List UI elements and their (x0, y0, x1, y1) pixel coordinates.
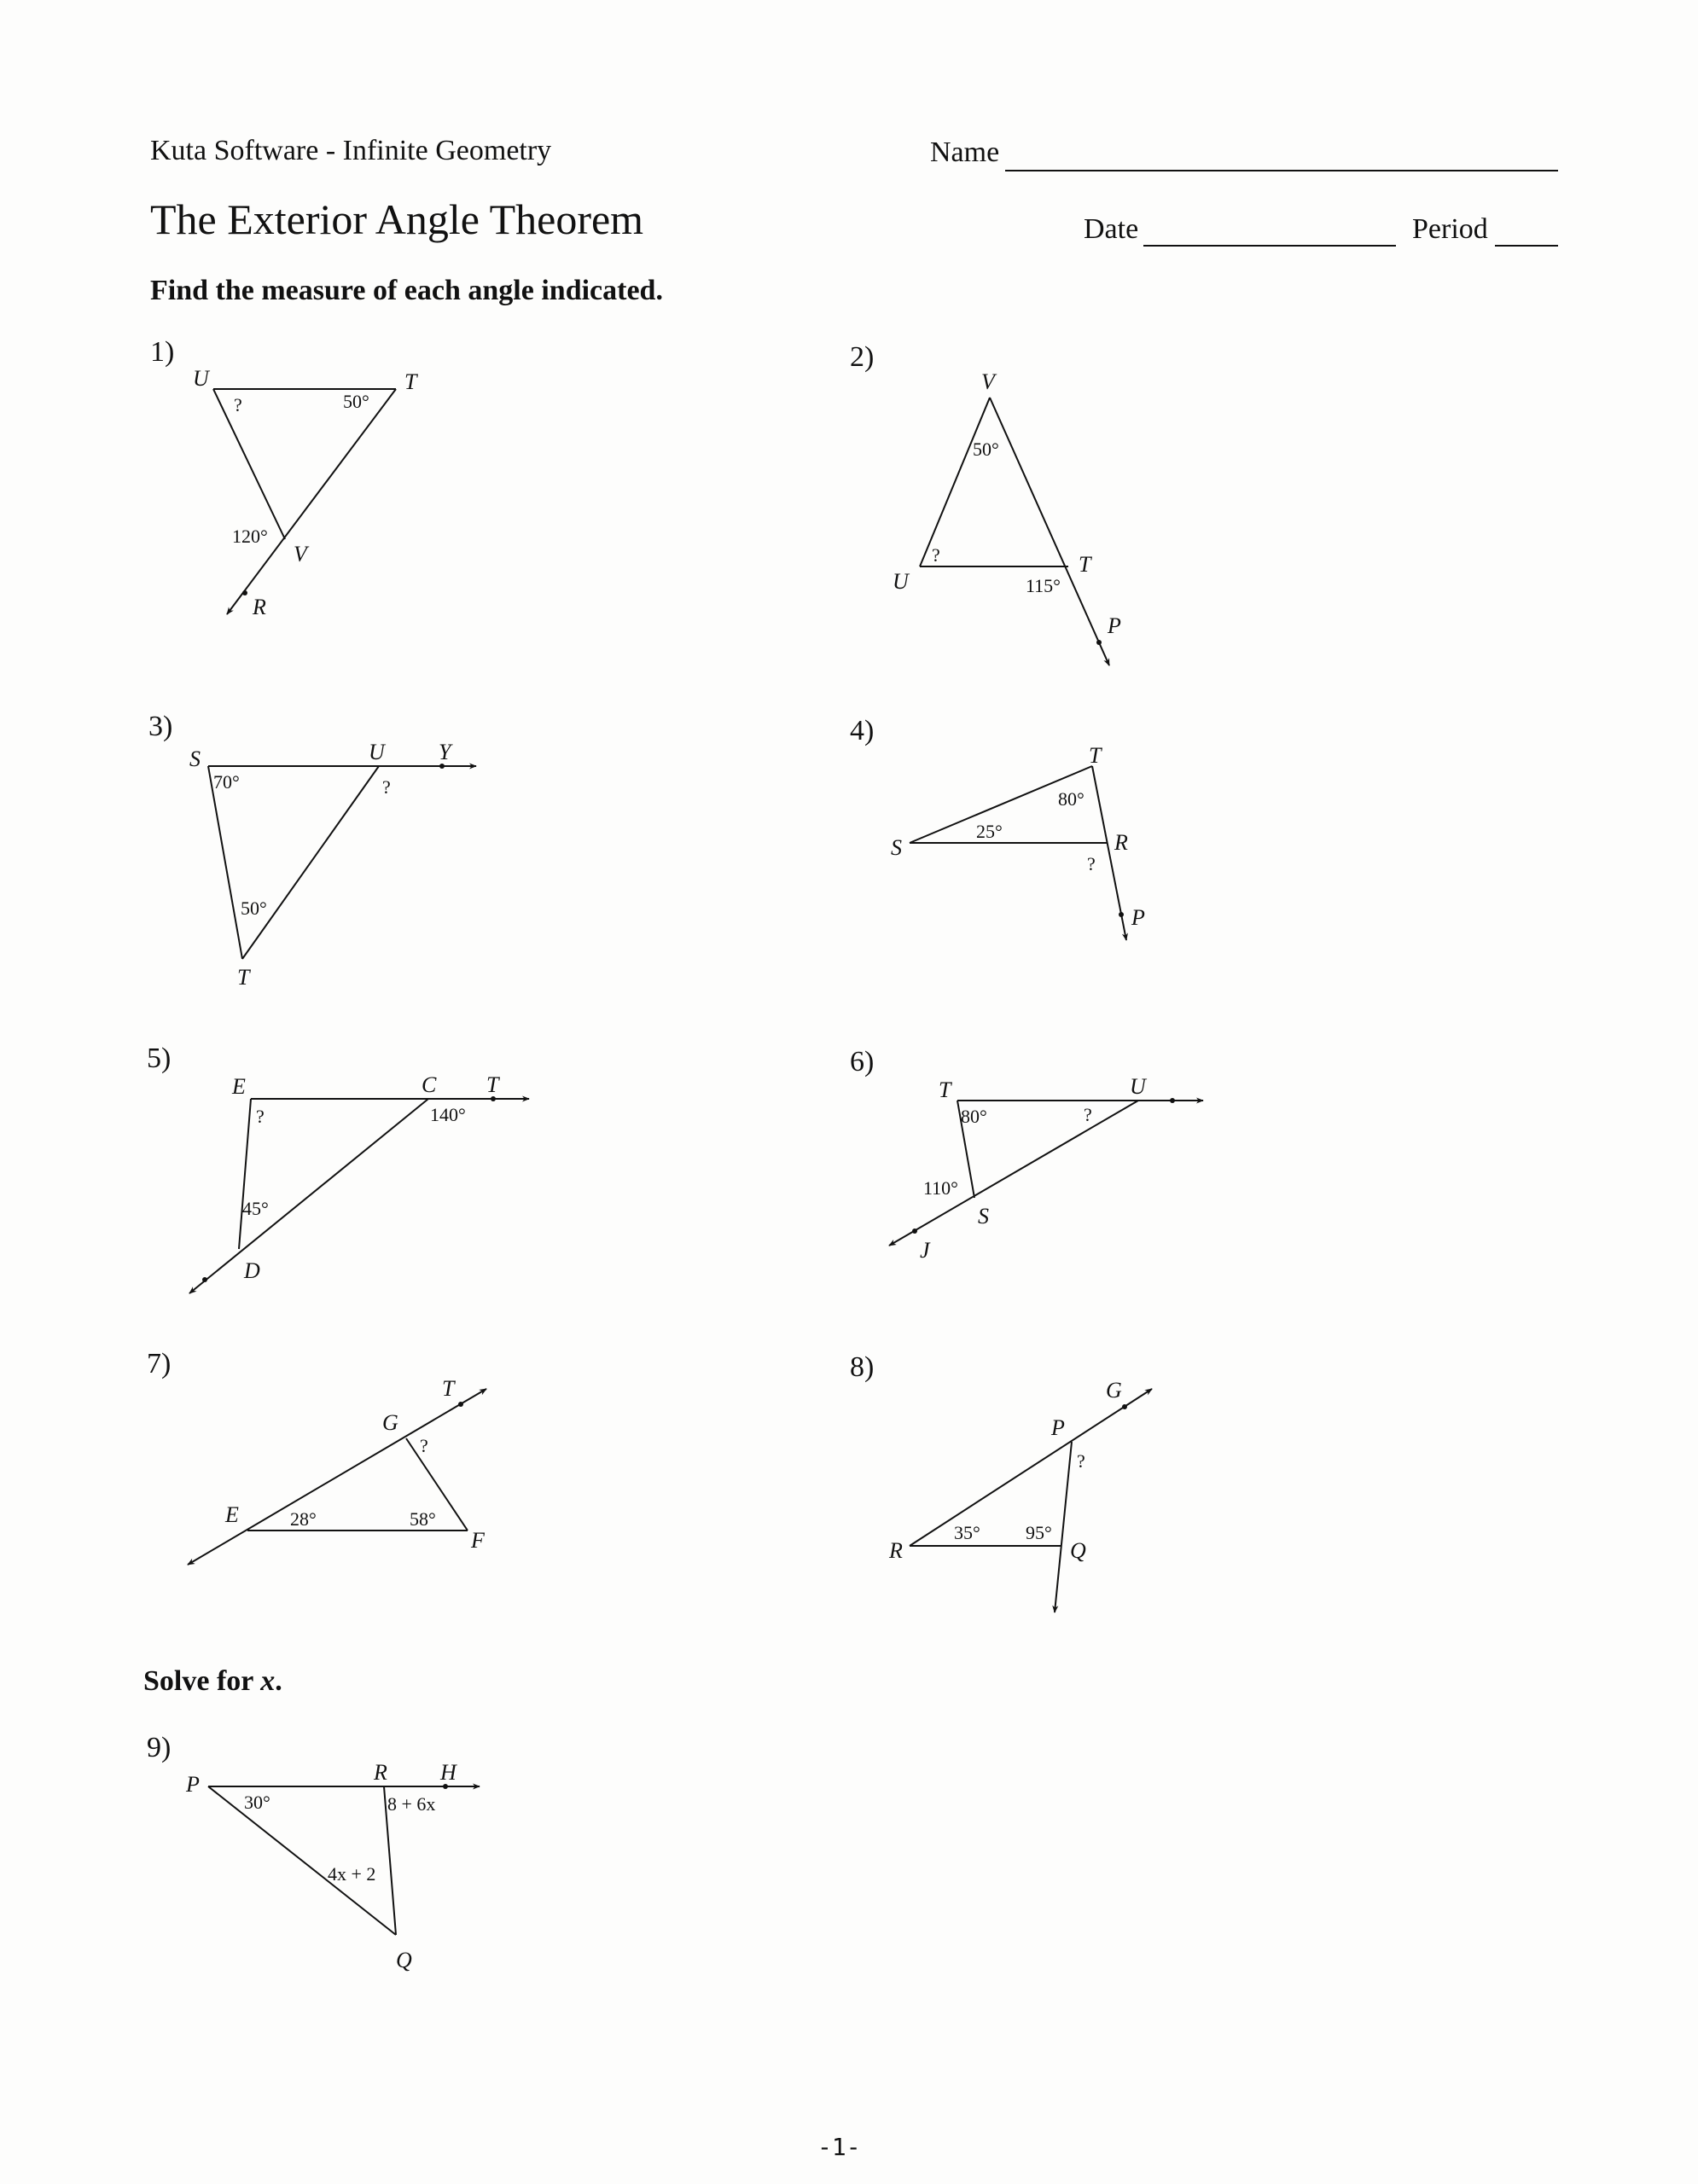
point-E: E (232, 1074, 246, 1099)
point-G: G (382, 1410, 398, 1435)
point-P: P (1051, 1415, 1065, 1440)
angle-label: 80° (1058, 788, 1085, 810)
point-Y: Y (439, 740, 451, 764)
angle-label: 35° (954, 1522, 980, 1543)
angle-label: ? (1087, 853, 1096, 874)
publisher-label: Kuta Software - Infinite Geometry (150, 135, 552, 166)
point-R: R (374, 1760, 387, 1785)
point-R: R (889, 1538, 903, 1563)
worksheet-title: The Exterior Angle Theorem (150, 195, 644, 243)
problem-number-5: 5) (147, 1043, 172, 1074)
point-E: E (225, 1502, 239, 1527)
point-Q: Q (1070, 1538, 1086, 1563)
angle-label: ? (932, 544, 940, 566)
point-F: F (471, 1528, 485, 1553)
point-J: J (920, 1238, 930, 1263)
angle-label: ? (234, 394, 242, 415)
point-Q: Q (396, 1948, 412, 1972)
point-T: T (1089, 743, 1102, 768)
figure-8-triangle (910, 1389, 1152, 1612)
problem-number-9: 9) (147, 1732, 172, 1763)
problem-number-6: 6) (850, 1046, 875, 1077)
problem-number-3: 3) (148, 711, 173, 742)
figure-3-triangle (208, 766, 476, 959)
point-H: H (440, 1760, 456, 1785)
point-P: P (1108, 613, 1121, 638)
angle-label: 45° (242, 1198, 269, 1219)
figure-7-triangle (188, 1389, 486, 1565)
problem-number-1: 1) (150, 336, 175, 368)
point-U: U (193, 366, 209, 391)
angle-label: 140° (430, 1104, 466, 1125)
angle-label: 50° (343, 391, 369, 412)
point-T: T (939, 1077, 951, 1102)
point-U: U (893, 569, 909, 594)
angle-label: 28° (290, 1508, 317, 1530)
angle-label: 80° (961, 1106, 987, 1127)
point-T: T (486, 1072, 499, 1097)
instructions-solve-x: Solve for x. (143, 1665, 282, 1697)
angle-label: 58° (410, 1508, 436, 1530)
angle-label: 95° (1026, 1522, 1052, 1543)
point-S: S (189, 746, 201, 771)
page-number: -1- (817, 2133, 861, 2161)
point-T: T (404, 369, 417, 394)
point-R: R (1114, 830, 1128, 855)
point-V: V (294, 542, 307, 566)
instructions-find-angle: Find the measure of each angle indicated. (150, 275, 663, 306)
angle-label: ? (382, 776, 391, 798)
point-T: T (237, 965, 250, 990)
figure-1-triangle (213, 389, 396, 614)
angle-label: 50° (973, 439, 999, 460)
point-U: U (1130, 1074, 1146, 1099)
problem-number-4: 4) (850, 715, 875, 746)
point-T: T (1079, 552, 1091, 577)
angle-label: 110° (923, 1177, 958, 1199)
name-label: Name (930, 136, 1000, 168)
date-label: Date (1084, 213, 1139, 245)
angle-label: 70° (213, 771, 240, 793)
angle-label: ? (1084, 1104, 1092, 1125)
figure-2-triangle (920, 398, 1109, 665)
figure-6-triangle (889, 1101, 1203, 1246)
point-R: R (253, 595, 266, 619)
problem-number-7: 7) (147, 1348, 172, 1380)
point-U: U (369, 740, 385, 764)
angle-label: ? (1077, 1450, 1085, 1472)
problem-number-2: 2) (850, 341, 875, 373)
point-V: V (981, 369, 995, 394)
figure-5-triangle (189, 1099, 529, 1293)
problem-number-8: 8) (850, 1351, 875, 1383)
point-S: S (891, 835, 902, 860)
angle-label: ? (256, 1106, 265, 1127)
angle-label: 8 + 6x (387, 1793, 436, 1815)
point-S: S (978, 1204, 989, 1228)
angle-label: 120° (232, 526, 268, 547)
angle-label: 4x + 2 (328, 1863, 376, 1885)
point-P: P (1131, 905, 1145, 930)
point-D: D (244, 1258, 260, 1283)
angle-label: 50° (241, 897, 267, 919)
angle-label: 115° (1026, 575, 1061, 596)
angle-label: ? (420, 1435, 428, 1456)
point-P: P (186, 1772, 200, 1797)
period-label: Period (1412, 213, 1488, 245)
angle-label: 25° (976, 821, 1003, 842)
point-C: C (422, 1072, 437, 1097)
point-T: T (442, 1376, 455, 1401)
angle-label: 30° (244, 1792, 270, 1813)
point-G: G (1106, 1378, 1122, 1403)
